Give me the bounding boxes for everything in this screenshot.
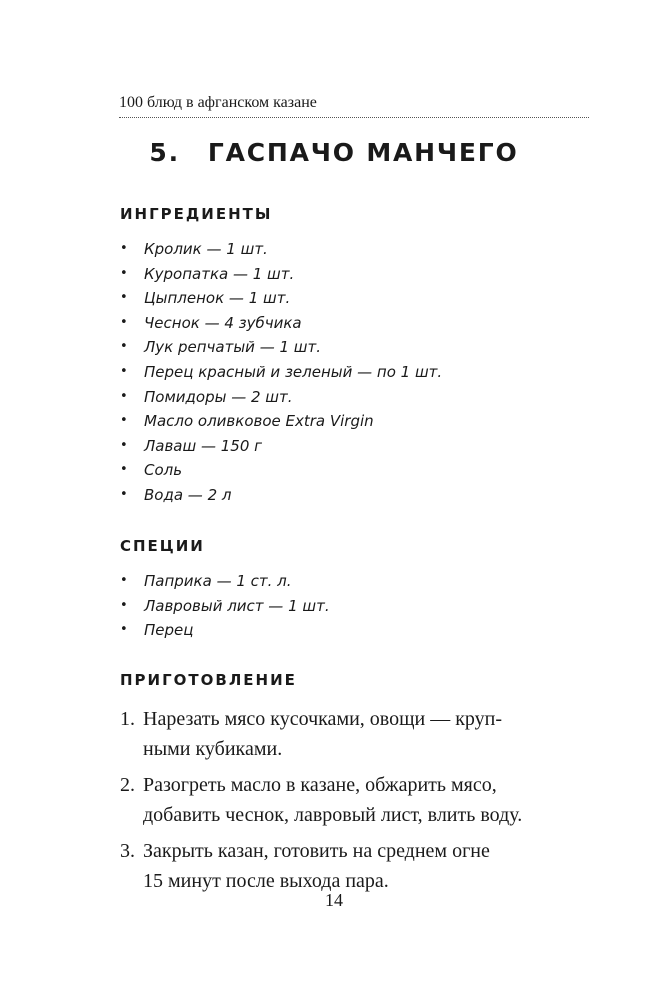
step-item bbox=[120, 836, 590, 896]
bullet-icon: • bbox=[120, 486, 128, 502]
bullet-icon: • bbox=[120, 290, 128, 306]
bullet-icon: • bbox=[120, 622, 128, 638]
running-header: 100 блюд в афганском казане bbox=[119, 92, 589, 118]
recipe-title-text: ГАСПАЧО МАНЧЕГО bbox=[207, 138, 519, 167]
step-number: 1. bbox=[120, 708, 135, 730]
step-number: 2. bbox=[120, 774, 135, 796]
list-item: • Перец красный и зеленый — по 1 шт. bbox=[120, 360, 442, 385]
list-item: • Куропатка — 1 шт. bbox=[120, 262, 442, 287]
ingredients-heading: ИНГРЕДИЕНТЫ bbox=[120, 205, 273, 223]
list-item: • Лук репчатый — 1 шт. bbox=[120, 335, 442, 360]
list-item: • Помидоры — 2 шт. bbox=[120, 385, 442, 410]
page-number: 14 bbox=[325, 890, 343, 910]
step-item bbox=[120, 770, 590, 830]
list-item: • Паприка — 1 ст. л. bbox=[120, 569, 330, 594]
preparation-heading: ПРИГОТОВЛЕНИЕ bbox=[120, 671, 297, 689]
bullet-icon: • bbox=[120, 241, 128, 256]
bullet-icon: • bbox=[120, 462, 128, 478]
bullet-icon: • bbox=[120, 265, 128, 281]
list-item: • Лавровый лист — 1 шт. bbox=[120, 594, 330, 619]
list-item: • Цыпленок — 1 шт. bbox=[120, 286, 442, 311]
list-item: • Масло оливковое Extra Virgin bbox=[120, 409, 442, 434]
preparation-steps bbox=[120, 704, 590, 902]
step-text: Закрыть казан, готовить на среднем огне 15 минут после выхода пара. bbox=[143, 840, 490, 892]
bullet-icon: • bbox=[120, 573, 128, 588]
list-item: • Перец bbox=[120, 618, 330, 643]
ingredients-list bbox=[120, 237, 442, 508]
list-item: • Кролик — 1 шт. bbox=[120, 237, 442, 262]
list-item: • Лаваш — 150 г bbox=[120, 434, 442, 459]
step-text: Разогреть масло в казане, обжарить мясо, добавить чеснок, лавровый лист, влить воду. bbox=[143, 774, 523, 826]
bullet-icon: • bbox=[120, 597, 128, 613]
bullet-icon: • bbox=[120, 413, 128, 429]
step-item bbox=[120, 704, 590, 764]
recipe-number: 5. bbox=[149, 138, 180, 167]
list-item: • Чеснок — 4 зубчика bbox=[120, 311, 442, 336]
bullet-icon: • bbox=[120, 437, 128, 453]
list-item: • Вода — 2 л bbox=[120, 483, 442, 508]
step-number: 3. bbox=[120, 840, 135, 862]
spices-heading: СПЕЦИИ bbox=[120, 537, 205, 555]
spices-list bbox=[120, 569, 330, 643]
bullet-icon: • bbox=[120, 339, 128, 355]
bullet-icon: • bbox=[120, 314, 128, 330]
list-item: • Соль bbox=[120, 458, 442, 483]
step-text: Нарезать мясо кусочками, овощи — круп- ными кубиками. bbox=[143, 708, 503, 760]
bullet-icon: • bbox=[120, 388, 128, 404]
recipe-title bbox=[0, 133, 668, 173]
bullet-icon: • bbox=[120, 363, 128, 379]
